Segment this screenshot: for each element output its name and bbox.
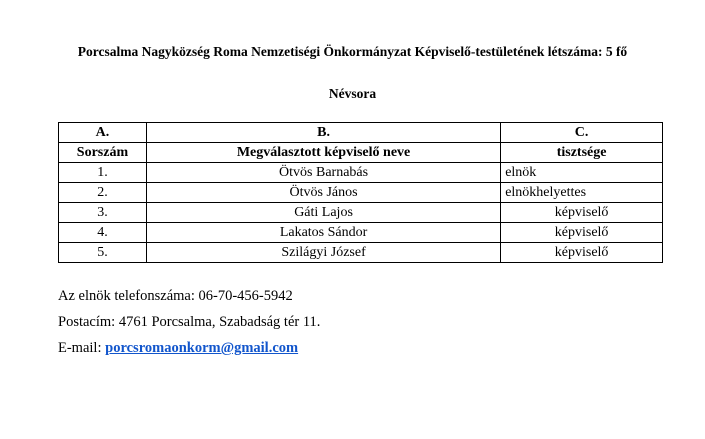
- post-address-line: [58, 314, 320, 331]
- row-role: elnök: [501, 163, 663, 183]
- table-row: [59, 203, 663, 223]
- row-number: 5.: [59, 243, 147, 263]
- header-sorszam: Sorszám: [59, 143, 147, 163]
- row-name: Ötvös Barnabás: [146, 163, 500, 183]
- row-number: 4.: [59, 223, 147, 243]
- row-role: képviselő: [501, 203, 663, 223]
- header-row: [59, 143, 663, 163]
- document-title: Porcsalma Nagyközség Roma Nemzetiségi Önkormányzat Képviselő-testületének létszáma: 5 fő: [77, 44, 628, 59]
- row-number: 3.: [59, 203, 147, 223]
- email-link[interactable]: porcsromaonkorm@gmail.com: [105, 340, 299, 356]
- column-letter-a: A.: [59, 123, 147, 143]
- table-row: [59, 183, 663, 203]
- phone-label: Az elnök telefonszáma:: [58, 288, 195, 304]
- members-table: [58, 122, 663, 263]
- row-number: 1.: [59, 163, 147, 183]
- phone-line: [58, 288, 293, 305]
- row-number: 2.: [59, 183, 147, 203]
- row-name: Ötvös János: [146, 183, 500, 203]
- row-role: képviselő: [501, 223, 663, 243]
- phone-value: 06-70-456-5942: [198, 288, 293, 304]
- header-name: Megválasztott képviselő neve: [146, 143, 500, 163]
- table-row: [59, 243, 663, 263]
- column-letter-b: B.: [146, 123, 500, 143]
- email-label: E-mail:: [58, 340, 102, 356]
- email-line: [58, 340, 298, 357]
- table-row: [59, 223, 663, 243]
- post-label: Postacím:: [58, 314, 116, 330]
- table-row: [59, 163, 663, 183]
- document-subtitle: Névsora: [328, 86, 377, 101]
- header-role: tisztsége: [501, 143, 663, 163]
- column-letter-c: C.: [501, 123, 663, 143]
- row-role: elnökhelyettes: [501, 183, 663, 203]
- row-name: Gáti Lajos: [146, 203, 500, 223]
- row-name: Lakatos Sándor: [146, 223, 500, 243]
- row-role: képviselő: [501, 243, 663, 263]
- column-letter-row: [59, 123, 663, 143]
- post-value: 4761 Porcsalma, Szabadság tér 11.: [118, 314, 321, 330]
- row-name: Szilágyi József: [146, 243, 500, 263]
